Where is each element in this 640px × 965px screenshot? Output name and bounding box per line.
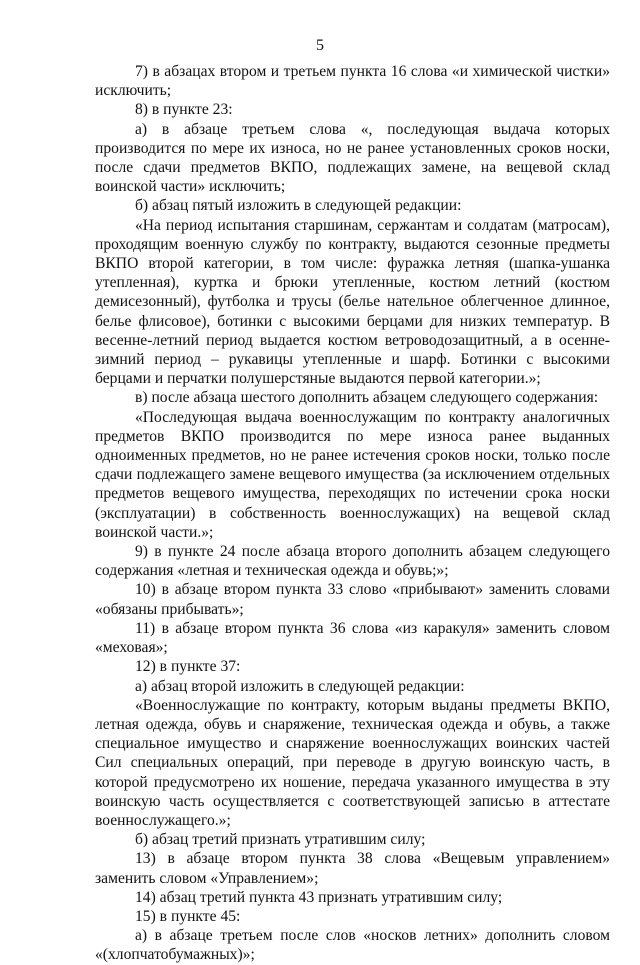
paragraph-subitem-12a: а) абзац второй изложить в следующей редакции: xyxy=(135,677,465,695)
paragraph-subitem-8a: а) в абзаце третьем слова «, последующая выдача которых производится по мере их износа, но не ранее установленных сроков носки, после сдачи предметов ВКПО, подлежащих замене, на вещевой склад воинской части» исключить; xyxy=(95,120,610,196)
paragraph-item-9: 9) в пункте 24 после абзаца второго дополнить абзацем следующего содержания «летная и техническая одежда и обувь;»; xyxy=(95,543,610,580)
paragraph-item-12: 12) в пункте 37: xyxy=(135,658,241,676)
page-number: 5 xyxy=(316,37,324,54)
paragraph-quote-12a: «Военнослужащие по контракту, которым выданы предметы ВКПО, летная одежда, обувь и снаряжение, техническая одежда и обувь, а также специальное имущество и снаряжение военнослужащих воинских частей Сил специальных операций, при переводе в другую воинскую часть, в которой предусмотрено их ношение, передача указанного имущества в эту воинскую часть осуществляется с соответствующей записью в аттестате военнослужащего.»; xyxy=(95,696,610,829)
document-body xyxy=(95,62,610,965)
paragraph-quote-8b: «На период испытания старшинам, сержантам и солдатам (матросам), проходящим военную службу по контракту, выдаются сезонные предметы ВКПО второй категории, в том числе: фуражка летняя (шапка-ушанка утепленная), куртка и брюки утепленные, костюм летний (костюм демисезонный), футболка и трусы (белье нательное облегченное длинное, белье флисовое), ботинки с высокими берцами для низких температур. В весенне-летний период выдается костюм ветроводозащитный, а в осенне-зимний период – рукавицы утепленные и шарф. Ботинки с высокими берцами и перчатки полушерстяные выдаются первой категории.»; xyxy=(95,216,610,388)
paragraph-subitem-12b: б) абзац третий признать утратившим силу; xyxy=(135,831,426,849)
paragraph-subitem-8b: б) абзац пятый изложить в следующей редакции: xyxy=(135,197,462,215)
paragraph-subitem-8v: в) после абзаца шестого дополнить абзацем следующего содержания: xyxy=(135,389,599,407)
paragraph-item-10: 10) в абзаце втором пункта 33 слово «прибывают» заменить словами «обязаны прибывать»; xyxy=(95,581,610,618)
paragraph-item-7: 7) в абзацах втором и третьем пункта 16 слова «и химической чистки» исключить; xyxy=(95,63,610,100)
paragraph-quote-8v: «Последующая выдача военнослужащим по контракту аналогичных предметов ВКПО производится по мере износа ранее выданных одноименных предметов, но не ранее истечения сроков носки, только после сдачи подлежащего замене вещевого имущества (за исключением отдельных предметов вещевого имущества, переходящих по истечении срока носки (эксплуатации) в собственность военнослужащих) на вещевой склад воинской части.»; xyxy=(95,408,610,541)
paragraph-item-8: 8) в пункте 23: xyxy=(135,101,233,119)
paragraph-subitem-15a: а) в абзаце третьем после слов «носков летних» дополнить словом «(хлопчатобумажных)»; xyxy=(95,927,610,964)
paragraph-item-13: 13) в абзаце втором пункта 38 слова «Вещевым управлением» заменить словом «Управлением»; xyxy=(95,850,610,887)
paragraph-item-15: 15) в пункте 45: xyxy=(135,907,241,925)
paragraph-item-14: 14) абзац третий пункта 43 признать утратившим силу; xyxy=(135,888,503,906)
paragraph-item-11: 11) в абзаце втором пункта 36 слова «из каракуля» заменить словом «меховая»; xyxy=(95,619,610,657)
